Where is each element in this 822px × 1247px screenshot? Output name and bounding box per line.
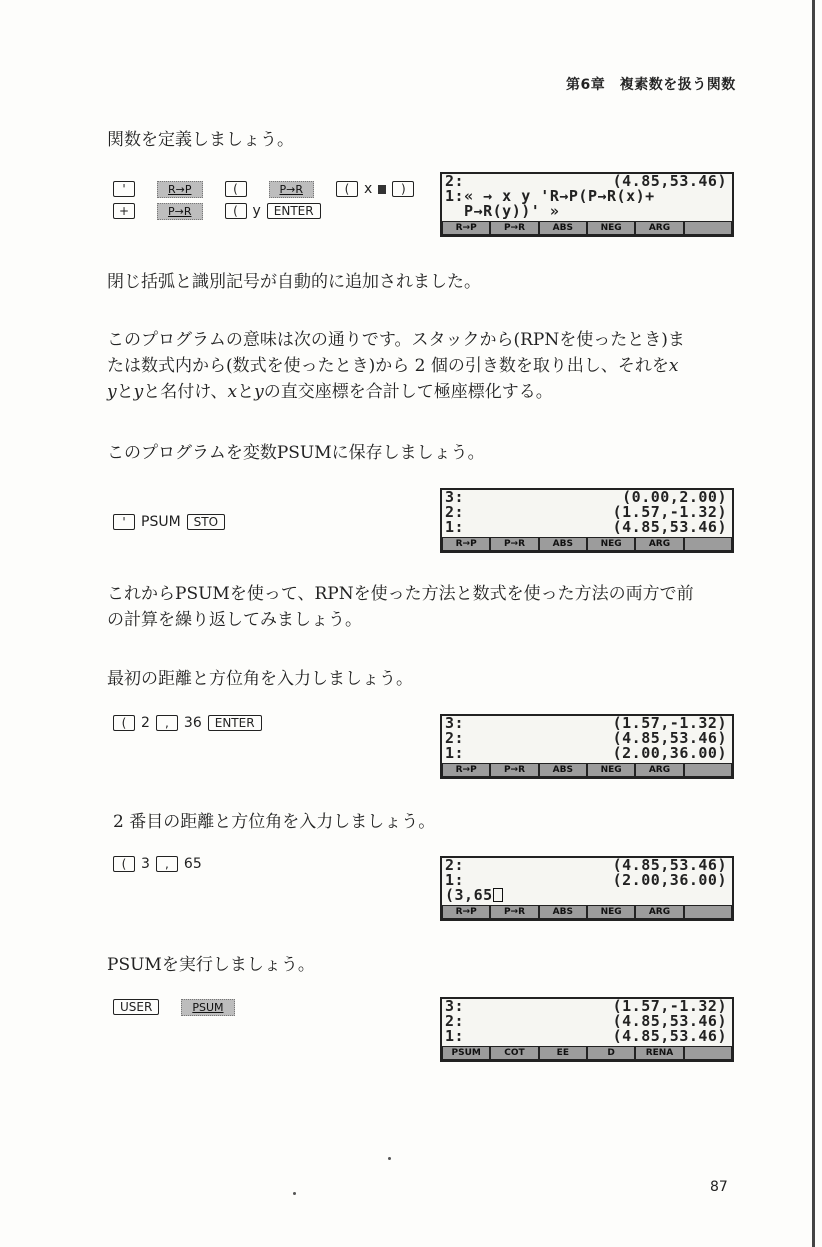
key-plus: + xyxy=(113,203,135,219)
key-paren: ( xyxy=(225,203,247,219)
stack-label: 3: xyxy=(445,714,465,732)
stack-value: « → x y 'R→P(P→R(x)+ xyxy=(464,187,655,205)
keystroke-sequence-4 xyxy=(113,853,202,875)
softkey-menu xyxy=(442,537,732,551)
stack-label: 3: xyxy=(445,488,465,506)
menu-item: ABS xyxy=(540,538,586,550)
menu-item xyxy=(685,764,731,776)
stack-label: 2: xyxy=(445,1012,465,1030)
stack-value: (4.85,53.46) xyxy=(612,1027,727,1045)
text-span: と xyxy=(116,382,134,402)
menu-item: P→R xyxy=(491,222,537,234)
stack-label: 1: xyxy=(445,518,465,536)
key-paren: ( xyxy=(225,181,247,197)
softkey-p-to-r: P→R xyxy=(157,203,203,220)
instruction-define-function: 関数を定義しましょう。 xyxy=(107,130,294,150)
keystroke-sequence-2 xyxy=(113,511,225,533)
key-sixtyfive-label: 65 xyxy=(183,856,202,872)
repeat-calculation-line1: これからPSUMを使って、RPNを使った方法と数式を使った方法の両方で前 xyxy=(107,584,694,604)
menu-item: R→P xyxy=(443,906,489,918)
menu-item xyxy=(685,906,731,918)
text-span: と xyxy=(237,382,255,402)
stack-value: (4.85,53.46) xyxy=(612,172,727,190)
menu-item xyxy=(685,538,731,550)
stack-label: 1: xyxy=(445,187,465,205)
repeat-calculation-line2: の計算を繰り返してみましょう。 xyxy=(107,610,362,630)
variable-y: y xyxy=(107,382,117,402)
keystroke-sequence-5 xyxy=(113,996,235,1018)
command-line-input: (3,65 xyxy=(445,886,493,904)
key-three-label: 3 xyxy=(141,856,150,872)
key-thirtysix-label: 36 xyxy=(183,715,202,731)
stack-value: (2.00,36.00) xyxy=(612,744,727,762)
menu-item: ARG xyxy=(636,222,682,234)
stack-value: (4.85,53.46) xyxy=(612,856,727,874)
stack-value: (0.00,2.00) xyxy=(622,488,727,506)
instruction-second-distance: 2 番目の距離と方位角を入力しましょう。 xyxy=(113,812,436,832)
note-auto-closing: 閉じ括弧と識別記号が自動的に追加されました。 xyxy=(107,272,481,292)
menu-item: ABS xyxy=(540,764,586,776)
key-quote: ' xyxy=(113,181,135,197)
softkey-psum: PSUM xyxy=(181,999,234,1016)
menu-item: COT xyxy=(491,1047,537,1059)
key-paren: ( xyxy=(113,856,135,872)
stack-value: (1.57,-1.32) xyxy=(612,503,727,521)
menu-item: NEG xyxy=(588,906,634,918)
text-span: の直交座標を合計して極座標化する。 xyxy=(263,382,553,402)
menu-item xyxy=(685,1047,731,1059)
key-enter: ENTER xyxy=(267,203,321,219)
stack-label: 2: xyxy=(445,729,465,747)
key-user: USER xyxy=(113,999,159,1015)
stack-label: 2: xyxy=(445,172,465,190)
stack-label: 1: xyxy=(445,871,465,889)
key-comma: , xyxy=(156,715,178,731)
stack-label: 2: xyxy=(445,856,465,874)
key-x-label: x xyxy=(364,181,373,197)
menu-item: ARG xyxy=(636,538,682,550)
menu-item: RENA xyxy=(636,1047,682,1059)
instruction-run-psum: PSUMを実行しましょう。 xyxy=(107,955,315,975)
keystroke-sequence-1 xyxy=(113,178,414,222)
softkey-p-to-r: P→R xyxy=(269,181,315,198)
key-sto: STO xyxy=(187,514,225,530)
menu-item: P→R xyxy=(491,764,537,776)
stack-label: 2: xyxy=(445,503,465,521)
menu-item xyxy=(685,222,731,234)
menu-item: ARG xyxy=(636,906,682,918)
cursor-icon xyxy=(493,888,503,902)
key-paren: ( xyxy=(336,181,358,197)
variable-x: x xyxy=(668,356,679,376)
stack-value: (2.00,36.00) xyxy=(612,871,727,889)
stack-value: (1.57,-1.32) xyxy=(612,997,727,1015)
softkey-menu xyxy=(442,763,732,777)
variable-x: x xyxy=(227,382,238,402)
key-two-label: 2 xyxy=(141,715,150,731)
menu-item: P→R xyxy=(491,906,537,918)
stack-value: (4.85,53.46) xyxy=(612,1012,727,1030)
menu-item: ABS xyxy=(540,906,586,918)
menu-item: ABS xyxy=(540,222,586,234)
stack-value: P→R(y))' » xyxy=(445,202,560,220)
key-quote: ' xyxy=(113,514,135,530)
stack-value: (4.85,53.46) xyxy=(612,729,727,747)
key-psum-label: PSUM xyxy=(141,514,181,530)
variable-y: y xyxy=(254,382,264,402)
program-explanation-line2 xyxy=(107,353,678,379)
calculator-screen-3 xyxy=(440,714,734,779)
key-close-paren: ) xyxy=(392,181,414,197)
calculator-screen-2 xyxy=(440,488,734,553)
menu-item: NEG xyxy=(588,222,634,234)
menu-item: R→P xyxy=(443,764,489,776)
menu-item: P→R xyxy=(491,538,537,550)
stack-value: (4.85,53.46) xyxy=(612,518,727,536)
calculator-screen-1 xyxy=(440,172,734,237)
program-explanation-line1: このプログラムの意味は次の通りです。スタックから(RPNを使ったとき)ま xyxy=(107,330,685,350)
stack-label: 1: xyxy=(445,744,465,762)
keystroke-sequence-3 xyxy=(113,712,262,734)
stack-value: (1.57,-1.32) xyxy=(612,714,727,732)
page-edge-line xyxy=(812,0,815,1247)
instruction-first-distance: 最初の距離と方位角を入力しましょう。 xyxy=(107,669,413,689)
menu-item: D xyxy=(588,1047,634,1059)
page-number: 87 xyxy=(710,1179,728,1195)
variable-y: y xyxy=(133,382,144,402)
key-enter: ENTER xyxy=(208,715,262,731)
text-span: と名付け、 xyxy=(143,382,228,402)
text-span: たは数式内から(数式を使ったとき)から 2 個の引き数を取り出し、それを xyxy=(107,356,669,376)
calculator-screen-5 xyxy=(440,997,734,1062)
speck xyxy=(293,1192,296,1195)
softkey-menu xyxy=(442,1046,732,1060)
menu-item: EE xyxy=(540,1047,586,1059)
key-paren: ( xyxy=(113,715,135,731)
chapter-header: 第6章 複素数を扱う関数 xyxy=(566,77,736,93)
program-explanation-line3 xyxy=(107,379,553,405)
speck xyxy=(388,1157,391,1160)
menu-item: R→P xyxy=(443,538,489,550)
menu-item: NEG xyxy=(588,538,634,550)
menu-item: PSUM xyxy=(443,1047,489,1059)
cursor-mark-icon xyxy=(378,185,386,194)
stack-label: 1: xyxy=(445,1027,465,1045)
key-y-label: y xyxy=(252,203,261,219)
stack-label: 3: xyxy=(445,997,465,1015)
menu-item: NEG xyxy=(588,764,634,776)
menu-item: R→P xyxy=(443,222,489,234)
softkey-menu xyxy=(442,905,732,919)
softkey-r-to-p: R→P xyxy=(157,181,203,198)
menu-item: ARG xyxy=(636,764,682,776)
key-comma: , xyxy=(156,856,178,872)
instruction-save-psum: このプログラムを変数PSUMに保存しましょう。 xyxy=(107,443,485,463)
softkey-menu xyxy=(442,221,732,235)
calculator-screen-4 xyxy=(440,856,734,921)
